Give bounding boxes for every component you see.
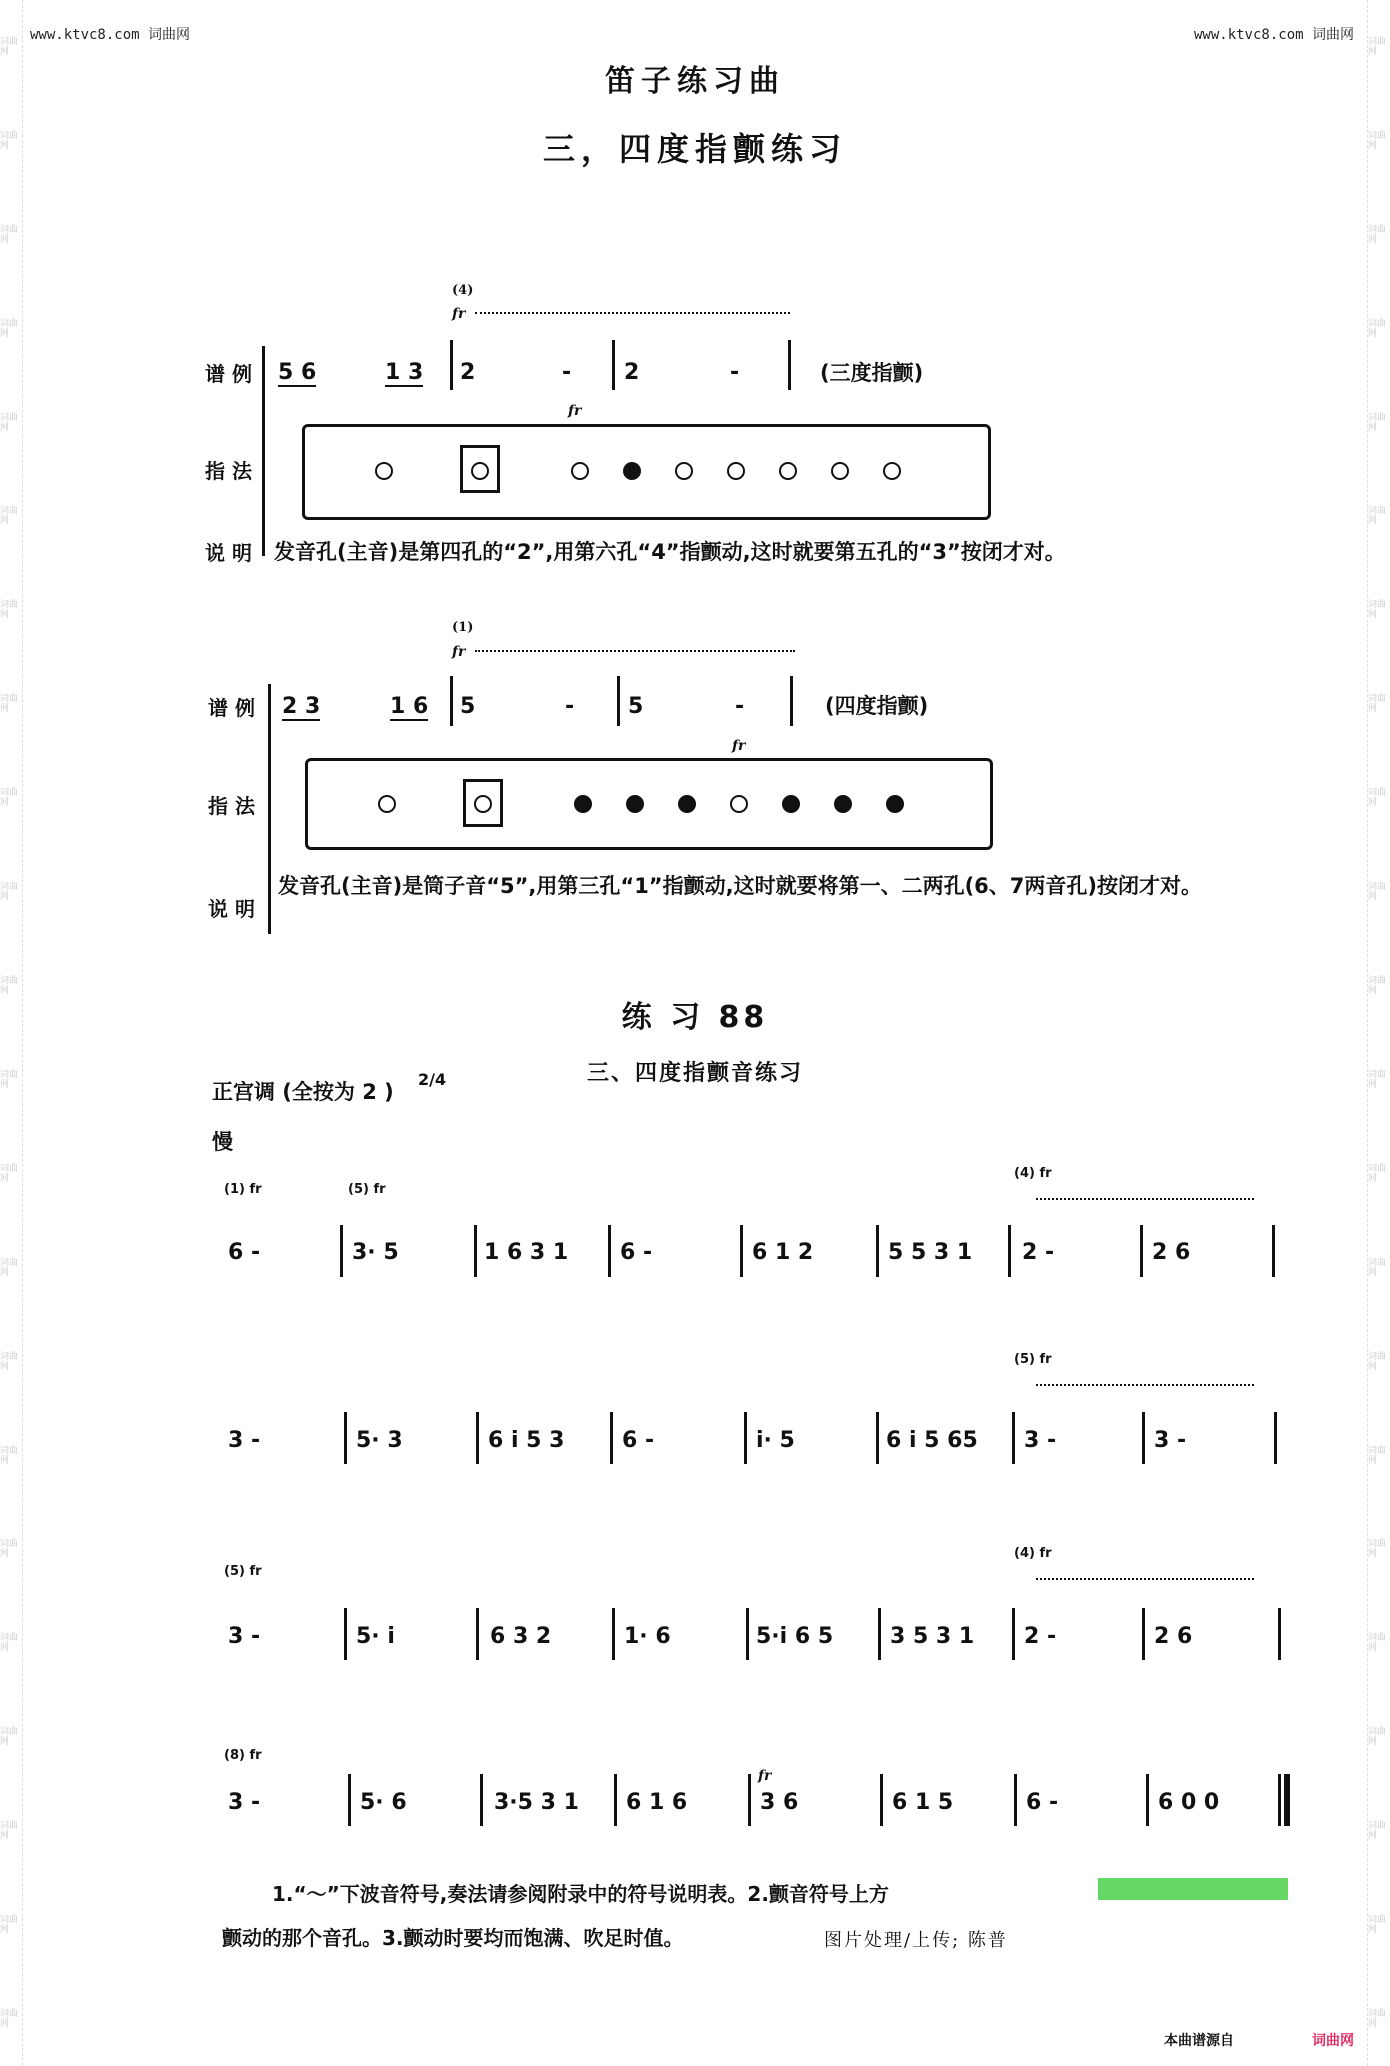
barline <box>1012 1412 1015 1464</box>
measure: 3 - <box>228 1428 261 1453</box>
barline <box>344 1412 347 1464</box>
measure: 6 1 5 <box>892 1790 954 1815</box>
measure: 6 - <box>228 1240 261 1265</box>
barline <box>614 1774 617 1826</box>
note: 2 <box>460 360 476 385</box>
tempo: 慢 <box>212 1130 233 1154</box>
footnote-line-2: 颤动的那个音孔。3.颤动时要均而饱满、吹足时值。 <box>222 1926 684 1950</box>
note: 5 <box>460 694 476 719</box>
barline <box>450 340 453 390</box>
measure: 3· 5 <box>352 1240 399 1265</box>
measure: 6 - <box>620 1240 653 1265</box>
trill-line <box>1036 1578 1254 1580</box>
flute-hole <box>378 795 396 813</box>
measure: 6 1 6 <box>626 1790 688 1815</box>
barline <box>608 1225 611 1277</box>
flute-hole <box>474 795 492 813</box>
footer-source: 本曲谱源自 <box>1164 2033 1234 2049</box>
note: - <box>730 360 740 385</box>
measure: 6 0 0 <box>1158 1790 1220 1815</box>
measure: 1 6 3 1 <box>484 1240 569 1265</box>
bracket <box>262 346 265 556</box>
barline <box>612 1608 615 1660</box>
measure: 2 6 <box>1152 1240 1191 1265</box>
note: 1 3 <box>385 360 424 385</box>
flute-hole <box>375 462 393 480</box>
barline <box>746 1608 749 1660</box>
measure: 3 6 <box>760 1790 799 1815</box>
label-explain: 说 明 <box>208 897 255 921</box>
measure: i· 5 <box>756 1428 795 1453</box>
note: 2 <box>624 360 640 385</box>
barline <box>876 1412 879 1464</box>
explain-text: 发音孔(主音)是第四孔的“2”,用第六孔“4”指颤动,这时就要第五孔的“3”按闭才对。 <box>274 540 1066 564</box>
flute-hole <box>886 795 904 813</box>
trill-mark: fr <box>732 738 746 754</box>
row-marker: (4) fr <box>1014 1166 1052 1181</box>
trill-line <box>1036 1198 1254 1200</box>
measure: 5· 3 <box>356 1428 403 1453</box>
measure: 3 5 3 1 <box>890 1624 975 1649</box>
label-fingering: 指 法 <box>205 459 252 483</box>
measure: 3 - <box>1024 1428 1057 1453</box>
exercise-title: 练 习 88 <box>621 1000 769 1035</box>
barline <box>880 1774 883 1826</box>
barline <box>476 1608 479 1660</box>
barline <box>748 1774 751 1826</box>
trill-mark: fr <box>452 644 466 660</box>
barline <box>450 676 453 726</box>
barline <box>740 1225 743 1277</box>
barline <box>1272 1225 1275 1277</box>
measure: 5· i <box>356 1624 395 1649</box>
trill-line <box>475 312 790 314</box>
label-score: 谱 例 <box>208 696 255 720</box>
measure: 6 1 2 <box>752 1240 814 1265</box>
note: 2 3 <box>282 694 321 719</box>
bracket <box>268 684 271 934</box>
flute-hole <box>471 462 489 480</box>
flute-hole <box>782 795 800 813</box>
barline <box>1278 1608 1281 1660</box>
measure: 2 - <box>1022 1240 1055 1265</box>
barline <box>876 1225 879 1277</box>
measure: 6 - <box>622 1428 655 1453</box>
credit: 图片处理/上传; 陈普 <box>824 1930 1008 1951</box>
key-signature: 正宫调 (全按为 2 ) <box>212 1080 394 1104</box>
row-marker: (5) fr <box>1014 1352 1052 1367</box>
trill-mark: fr <box>568 403 582 419</box>
row-marker: (8) fr <box>224 1748 262 1763</box>
note: 5 6 <box>278 360 317 385</box>
barline <box>474 1225 477 1277</box>
marker: (1) <box>452 620 474 635</box>
barline <box>1008 1225 1011 1277</box>
final-barline <box>1278 1774 1281 1826</box>
footnote-line-1: 1.“～”下波音符号,奏法请参阅附录中的符号说明表。2.颤音符号上方 <box>272 1882 889 1906</box>
barline <box>744 1412 747 1464</box>
barline <box>878 1608 881 1660</box>
flute-hole <box>571 462 589 480</box>
measure: 6 - <box>1026 1790 1059 1815</box>
measure: 3 - <box>1154 1428 1187 1453</box>
barline <box>340 1225 343 1277</box>
barline <box>1142 1412 1145 1464</box>
row-marker: (4) fr <box>1014 1546 1052 1561</box>
site-link-left[interactable]: www.ktvc8.com 词曲网 <box>30 27 191 43</box>
note: - <box>565 694 575 719</box>
flute-hole <box>727 462 745 480</box>
flute-hole <box>626 795 644 813</box>
measure: 6 i 5 65 <box>886 1428 978 1453</box>
barline <box>1140 1225 1143 1277</box>
barline <box>1012 1608 1015 1660</box>
trill-mark: fr <box>452 306 466 322</box>
label-explain: 说 明 <box>205 541 252 565</box>
row-marker: fr <box>758 1768 772 1784</box>
measure: 2 - <box>1024 1624 1057 1649</box>
note: 5 <box>628 694 644 719</box>
example-name: (四度指颤) <box>825 694 929 718</box>
measure: 3 - <box>228 1624 261 1649</box>
footer-brand-link[interactable]: 词曲网 <box>1312 2033 1354 2049</box>
flute-hole <box>834 795 852 813</box>
barline <box>1142 1608 1145 1660</box>
flute-hole <box>623 462 641 480</box>
final-barline-thick <box>1284 1774 1290 1826</box>
barline <box>476 1412 479 1464</box>
flute-hole <box>675 462 693 480</box>
flute-hole <box>730 795 748 813</box>
barline <box>612 340 615 390</box>
flute-diagram <box>302 424 991 520</box>
barline <box>480 1774 483 1826</box>
barline <box>617 676 620 726</box>
highlight-mark <box>1098 1878 1288 1900</box>
note: 1 6 <box>390 694 429 719</box>
flute-hole <box>831 462 849 480</box>
measure: 6 i 5 3 <box>488 1428 565 1453</box>
example-name: (三度指颤) <box>820 361 924 385</box>
barline <box>344 1608 347 1660</box>
note: - <box>735 694 745 719</box>
flute-hole <box>574 795 592 813</box>
row-marker: (5) fr <box>224 1564 262 1579</box>
measure: 2 6 <box>1154 1624 1193 1649</box>
measure: 1· 6 <box>624 1624 671 1649</box>
site-link-right[interactable]: www.ktvc8.com 词曲网 <box>1193 27 1354 43</box>
measure: 5·i 6 5 <box>756 1624 834 1649</box>
measure: 5· 6 <box>360 1790 407 1815</box>
time-signature: 2/4 <box>418 1070 447 1089</box>
trill-line <box>1036 1384 1254 1386</box>
label-fingering: 指 法 <box>208 794 255 818</box>
barline <box>790 676 793 726</box>
flute-hole <box>678 795 696 813</box>
measure: 5 5 3 1 <box>888 1240 973 1265</box>
barline <box>1014 1774 1017 1826</box>
row-marker: (5) fr <box>348 1182 386 1197</box>
flute-hole <box>779 462 797 480</box>
measure: 3·5 3 1 <box>494 1790 579 1815</box>
measure: 3 - <box>228 1790 261 1815</box>
explain-text: 发音孔(主音)是筒子音“5”,用第三孔“1”指颤动,这时就要将第一、二两孔(6、7两音孔)按闭才对。 <box>278 874 1202 898</box>
measure: 6 3 2 <box>490 1624 552 1649</box>
label-score: 谱 例 <box>205 362 252 386</box>
watermark-right: 词曲网 词曲网 词曲网 词曲网 词曲网 词曲网 词曲网 词曲网 词曲网 词曲网 词曲网 词曲网 词曲网 词曲网 词曲网 词曲网 词曲网 词曲网 词曲网 词曲网 词曲网 词曲网 <box>1367 0 1390 2066</box>
marker: (4) <box>452 283 474 298</box>
flute-hole <box>883 462 901 480</box>
page-title: 笛子练习曲 <box>605 64 785 99</box>
row-marker: (1) fr <box>224 1182 262 1197</box>
watermark-left: 词曲网 词曲网 词曲网 词曲网 词曲网 词曲网 词曲网 词曲网 词曲网 词曲网 词曲网 词曲网 词曲网 词曲网 词曲网 词曲网 词曲网 词曲网 词曲网 词曲网 词曲网 词曲网 <box>0 0 23 2066</box>
barline <box>348 1774 351 1826</box>
barline <box>610 1412 613 1464</box>
barline <box>788 340 791 390</box>
barline <box>1274 1412 1277 1464</box>
flute-diagram <box>305 758 993 850</box>
barline <box>1146 1774 1149 1826</box>
exercise-subtitle: 三、四度指颤音练习 <box>586 1061 803 1086</box>
note: - <box>562 360 572 385</box>
trill-line <box>475 650 795 652</box>
page-subtitle: 三，四度指颤练习 <box>542 130 847 168</box>
